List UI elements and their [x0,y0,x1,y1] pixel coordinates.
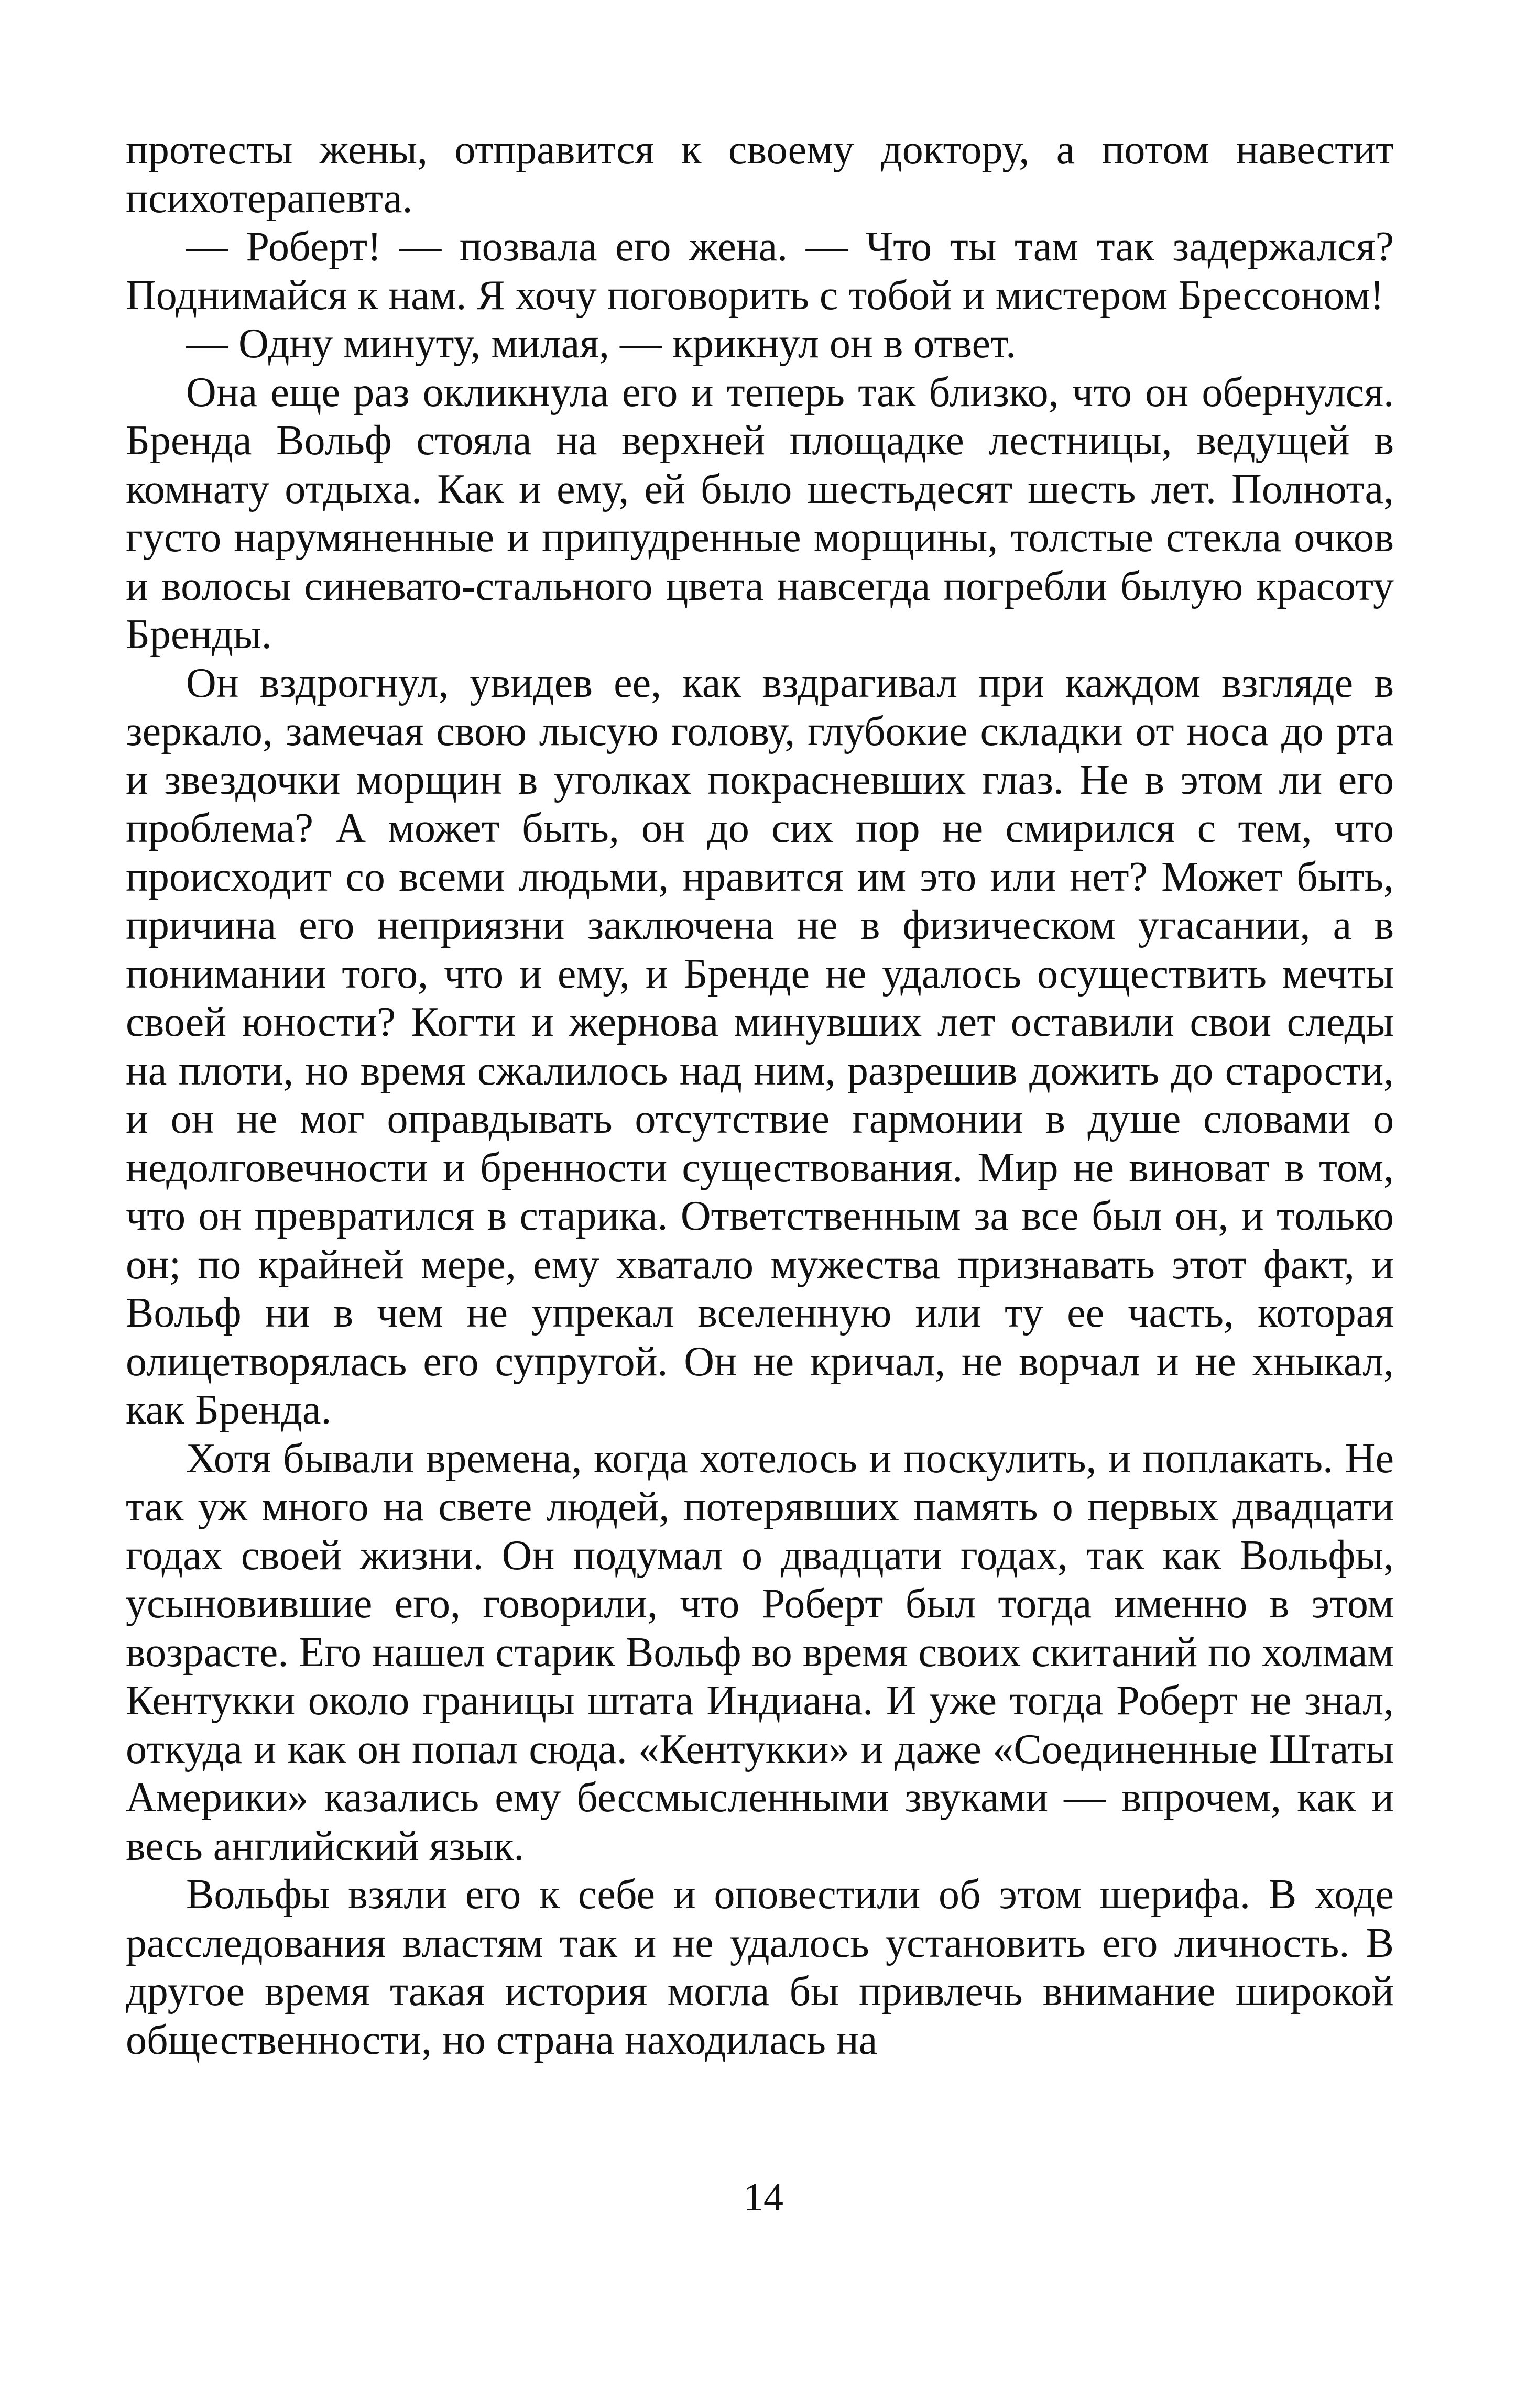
paragraph-dialogue-reply: — Одну минуту, милая, — крикнул он в ответ. [186,321,1017,367]
paragraph-reflection: Он вздрогнул, увидев ее, как вздрагивал при каждом взгляде в зеркало, замечая свою лысую голову, глубокие складки от носа до рта и звездочки морщин в уголках покрасневших глаз. Не в этом ли его проблема? А может быть, он до сих пор не смирился с тем, что происходит со всеми людьми, нравится им это или нет? Может быть, причина его неприязни заключена не в физическом угасании, а в понимании того, что и ему, и Бренде не удалось осуществить мечты своей юности? Когти и жернова минувших лет оставили свои следы на плоти, но время сжалилось над ним, разрешив дожить до старости, и он не мог оправдывать отсутствие гармонии в душе словами о недолговечности и бренности существования. Мир не виноват в том, что он превратился в старика. Ответственным за все был он, и только он; по крайней мере, ему хватало мужества признавать этот факт, и Вольф ни в чем не упрекал вселенную или ту ее часть, которая олицетворялась его супругой. Он не кричал, не ворчал и не хныкал, как Бренда. [126,660,1394,1433]
paragraph-brenda: Она еще раз окликнула его и теперь так близко, что он обернулся. Бренда Вольф стояла на верхней площадке лестницы, ведущей в комнату отдыха. Как и ему, ей было шестьдесят шесть лет. Полнота, густо нарумяненные и припудренные морщины, толстые стекла очков и волосы синевато-стального цвета навсегда погребли былую красоту Бренды. [126,369,1394,658]
paragraph-memory: Хотя бывали времена, когда хотелось и поскулить, и поплакать. Не так уж много на свете людей, потерявших память о первых двадцати годах своей жизни. Он подумал о двадцати годах, так как Вольфы, усыновившие его, говорили, что Роберт был тогда именно в этом возрасте. Его нашел старик Вольф во время своих скитаний по холмам Кентукки около границы штата Индиана. И уже тогда Роберт не знал, откуда и как он попал сюда. «Кентукки» и даже «Соединенные Штаты Америки» казались ему бессмысленными звуками — впрочем, как и весь английский язык. [126,1435,1394,1869]
paragraph-continuation: протесты жены, отправится к своему доктору, а потом навестит психотерапевта. [126,127,1394,222]
paragraph-dialogue-robert: — Роберт! — позвала его жена. — Что ты там так задержался? Поднимайся к нам. Я хочу поговорить с тобой и мистером Брессоном! [126,224,1394,319]
page-number: 14 [744,2175,783,2219]
paragraph-sheriff: Вольфы взяли его к себе и оповестили об этом шерифа. В ходе расследования властям так и не удалось установить его личность. В другое время такая история могла бы привлечь внимание широкой общественности, но страна находилась на [126,1871,1394,2063]
body-text [126,126,1394,2064]
